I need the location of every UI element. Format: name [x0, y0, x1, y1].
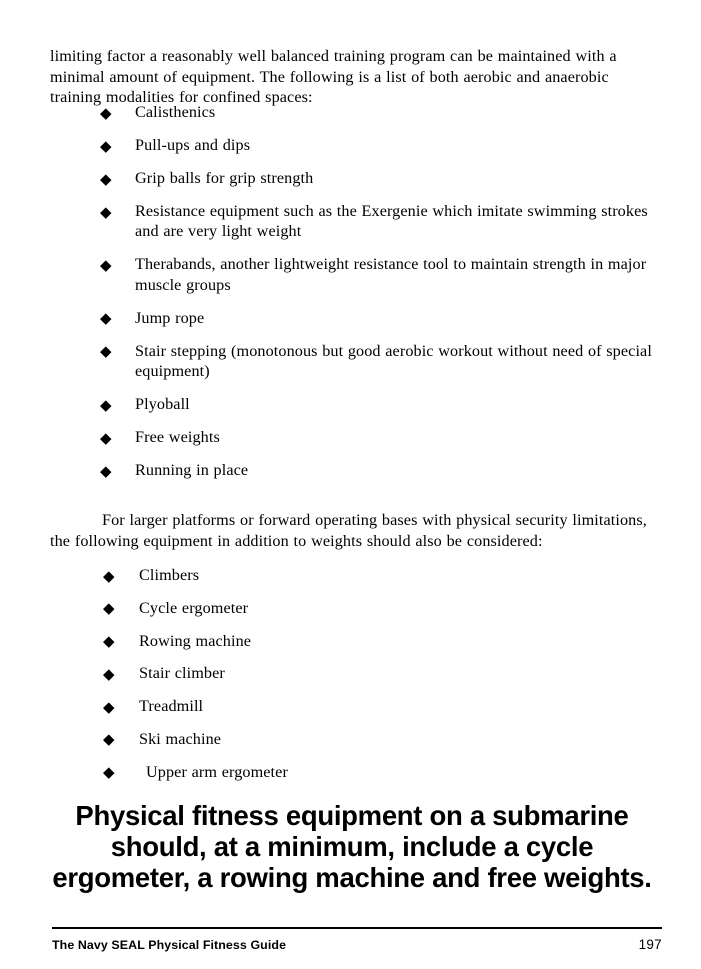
- list-item: [100, 427, 658, 447]
- list-item: [100, 394, 658, 414]
- diamond-bullet-icon: ◆: [103, 632, 115, 651]
- list-item: [103, 631, 658, 651]
- diamond-bullet-icon: ◆: [100, 428, 112, 447]
- list-item-label: Upper arm ergometer: [146, 762, 288, 781]
- callout-line-2: should, at a minimum, include a cycle: [110, 830, 594, 862]
- list-item-label: Stair climber: [139, 664, 225, 683]
- list-item: [103, 696, 658, 716]
- callout-line-1: Physical fitness equipment on a submarine: [75, 800, 629, 831]
- list-item-label: Climbers: [139, 566, 200, 584]
- intro-paragraph: limiting factor a reasonably well balanced training program can be maintained with a minimal amount of equipment. The following is a list of both aerobic and anaerobic training modalities for confined spaces:: [50, 47, 617, 106]
- list-item: [103, 598, 658, 618]
- list-item: [103, 565, 658, 585]
- list-item: [100, 135, 658, 155]
- list-item-label: Treadmill: [139, 697, 204, 716]
- list-item: [103, 762, 658, 782]
- callout-line-3: ergometer, a rowing machine and free weights.: [52, 861, 652, 893]
- list-item-label: Cycle ergometer: [139, 598, 249, 617]
- list-item-label: Resistance equipment such as the Exergenie which imitate swimming strokes and are very light weight: [135, 202, 648, 241]
- diamond-bullet-icon: ◆: [103, 599, 115, 618]
- equipment-list-larger-platforms: [103, 565, 658, 782]
- equipment-list-confined-spaces: [100, 102, 658, 481]
- diamond-bullet-icon: ◆: [100, 255, 112, 274]
- list-item-label: Running in place: [135, 461, 249, 480]
- list-item-label: Grip balls for grip strength: [135, 169, 314, 187]
- diamond-bullet-icon: ◆: [100, 136, 112, 155]
- list-item: [100, 341, 658, 382]
- list-item: [100, 201, 658, 242]
- diamond-bullet-icon: ◆: [100, 202, 112, 221]
- footer-document-title: The Navy SEAL Physical Fitness Guide: [52, 938, 287, 952]
- diamond-bullet-icon: ◆: [103, 697, 115, 716]
- diamond-bullet-icon: ◆: [103, 566, 115, 585]
- diamond-bullet-icon: ◆: [100, 169, 112, 188]
- diamond-bullet-icon: ◆: [100, 395, 112, 414]
- footer-divider: [52, 927, 662, 929]
- page-number: 197: [638, 937, 662, 952]
- diamond-bullet-icon: ◆: [100, 309, 112, 328]
- list-item: [100, 254, 658, 295]
- list-item: [100, 168, 658, 188]
- diamond-bullet-icon: ◆: [100, 103, 112, 122]
- list-item: [103, 729, 658, 749]
- diamond-bullet-icon: ◆: [100, 461, 112, 480]
- list-item: [103, 663, 658, 683]
- list-item-label: Ski machine: [139, 729, 222, 748]
- diamond-bullet-icon: ◆: [103, 763, 115, 782]
- diamond-bullet-icon: ◆: [100, 342, 112, 361]
- list-item-label: Therabands, another lightweight resistance tool to maintain strength in major muscle groups: [135, 255, 647, 294]
- list-item-label: Plyoball: [135, 395, 190, 414]
- second-paragraph: For larger platforms or forward operating bases with physical security limitations, the following equipment in addition to weights should also be considered:: [50, 511, 647, 550]
- diamond-bullet-icon: ◆: [103, 730, 115, 749]
- list-item-label: Pull-ups and dips: [135, 136, 251, 154]
- list-item: [100, 460, 658, 480]
- page-footer: [52, 938, 662, 956]
- list-item: [100, 102, 658, 122]
- list-item-label: Rowing machine: [139, 631, 252, 650]
- diamond-bullet-icon: ◆: [103, 664, 115, 683]
- list-item-label: Jump rope: [135, 308, 205, 327]
- list-item: [100, 308, 658, 328]
- list-item-label: Free weights: [135, 428, 220, 447]
- list-item-label: Stair stepping (monotonous but good aerobic workout without need of special equipment): [135, 341, 652, 381]
- list-item-label: Calisthenics: [135, 103, 216, 121]
- pull-quote-callout: [46, 801, 658, 893]
